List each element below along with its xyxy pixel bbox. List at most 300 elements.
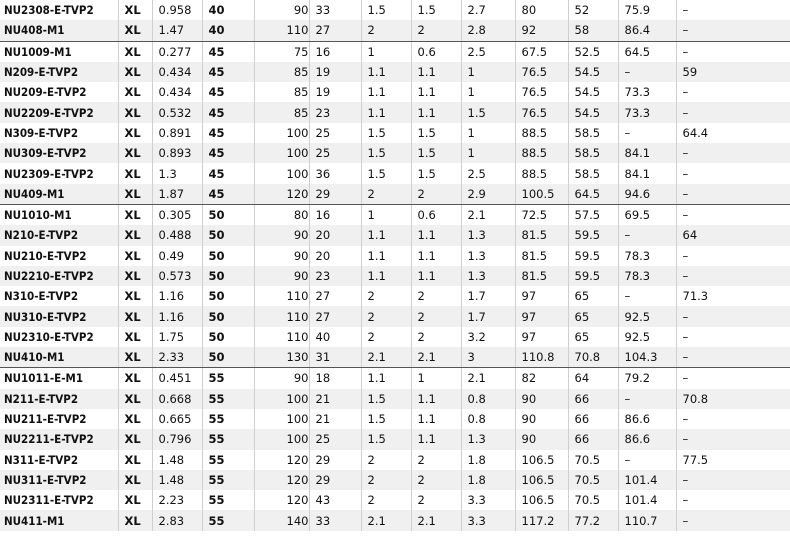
e1-cell: – bbox=[676, 184, 790, 205]
s-cell: 1.8 bbox=[461, 450, 515, 470]
outer-d-cell: 100 bbox=[254, 429, 309, 449]
mass-cell: 0.665 bbox=[152, 409, 202, 429]
e1-cell: – bbox=[676, 0, 790, 20]
r1-min-cell: 2.1 bbox=[411, 347, 461, 368]
r1-min-cell: 1.5 bbox=[411, 0, 461, 20]
r1-min-cell: 2 bbox=[411, 450, 461, 470]
mass-cell: 2.33 bbox=[152, 347, 202, 368]
mass-cell: 1.16 bbox=[152, 306, 202, 326]
outer-d-cell: 85 bbox=[254, 62, 309, 82]
mass-cell: 1.47 bbox=[152, 20, 202, 41]
outer-d-cell: 100 bbox=[254, 163, 309, 183]
e-cell: 100.5 bbox=[515, 184, 568, 205]
bore-d-cell: 50 bbox=[202, 306, 254, 326]
d1-cell: – bbox=[618, 286, 676, 306]
r1-min-cell: 1.1 bbox=[411, 225, 461, 245]
table-row bbox=[0, 143, 790, 163]
series-cell: XL bbox=[118, 510, 152, 530]
r-min-cell: 1.5 bbox=[361, 123, 411, 143]
outer-d-cell: 110 bbox=[254, 20, 309, 41]
e1-cell: – bbox=[676, 490, 790, 510]
outer-d-cell: 75 bbox=[254, 41, 309, 62]
width-b-cell: 16 bbox=[309, 204, 361, 225]
r-min-cell: 1.5 bbox=[361, 0, 411, 20]
outer-d-cell: 120 bbox=[254, 450, 309, 470]
e-cell: 97 bbox=[515, 327, 568, 347]
s-cell: 2.8 bbox=[461, 20, 515, 41]
width-b-cell: 19 bbox=[309, 62, 361, 82]
bore-d-cell: 50 bbox=[202, 204, 254, 225]
mass-cell: 1.87 bbox=[152, 184, 202, 205]
table-row bbox=[0, 389, 790, 409]
s-cell: 2.9 bbox=[461, 184, 515, 205]
e-cell: 88.5 bbox=[515, 163, 568, 183]
e1-cell: – bbox=[676, 409, 790, 429]
f-cell: 58.5 bbox=[568, 123, 618, 143]
bore-d-cell: 50 bbox=[202, 266, 254, 286]
r-min-cell: 2.1 bbox=[361, 510, 411, 530]
r-min-cell: 1 bbox=[361, 204, 411, 225]
designation-cell: N311-E-TVP2 bbox=[0, 450, 118, 470]
d1-cell: 75.9 bbox=[618, 0, 676, 20]
outer-d-cell: 90 bbox=[254, 266, 309, 286]
width-b-cell: 16 bbox=[309, 41, 361, 62]
designation-cell: N310-E-TVP2 bbox=[0, 286, 118, 306]
series-cell: XL bbox=[118, 225, 152, 245]
e1-cell: – bbox=[676, 246, 790, 266]
r1-min-cell: 1.5 bbox=[411, 163, 461, 183]
bore-d-cell: 45 bbox=[202, 62, 254, 82]
designation-cell: NU310-E-TVP2 bbox=[0, 306, 118, 326]
e1-cell: – bbox=[676, 368, 790, 389]
designation-cell: NU2309-E-TVP2 bbox=[0, 163, 118, 183]
bore-d-cell: 55 bbox=[202, 409, 254, 429]
bore-d-cell: 45 bbox=[202, 143, 254, 163]
designation-cell: NU1010-M1 bbox=[0, 204, 118, 225]
r-min-cell: 1.1 bbox=[361, 102, 411, 122]
designation-cell: N211-E-TVP2 bbox=[0, 389, 118, 409]
mass-cell: 2.83 bbox=[152, 510, 202, 530]
d1-cell: 78.3 bbox=[618, 246, 676, 266]
e-cell: 76.5 bbox=[515, 102, 568, 122]
e-cell: 90 bbox=[515, 409, 568, 429]
mass-cell: 0.277 bbox=[152, 41, 202, 62]
outer-d-cell: 90 bbox=[254, 368, 309, 389]
bore-d-cell: 45 bbox=[202, 184, 254, 205]
e1-cell: – bbox=[676, 102, 790, 122]
e-cell: 81.5 bbox=[515, 225, 568, 245]
series-cell: XL bbox=[118, 163, 152, 183]
designation-cell: NU2211-E-TVP2 bbox=[0, 429, 118, 449]
e-cell: 88.5 bbox=[515, 123, 568, 143]
outer-d-cell: 100 bbox=[254, 143, 309, 163]
r-min-cell: 2 bbox=[361, 450, 411, 470]
r1-min-cell: 0.6 bbox=[411, 204, 461, 225]
s-cell: 1 bbox=[461, 143, 515, 163]
mass-cell: 0.49 bbox=[152, 246, 202, 266]
r1-min-cell: 1.1 bbox=[411, 62, 461, 82]
outer-d-cell: 90 bbox=[254, 246, 309, 266]
bore-d-cell: 50 bbox=[202, 286, 254, 306]
width-b-cell: 19 bbox=[309, 82, 361, 102]
s-cell: 3.3 bbox=[461, 510, 515, 530]
r-min-cell: 1.1 bbox=[361, 246, 411, 266]
f-cell: 54.5 bbox=[568, 62, 618, 82]
table-row bbox=[0, 306, 790, 326]
series-cell: XL bbox=[118, 102, 152, 122]
mass-cell: 0.668 bbox=[152, 389, 202, 409]
outer-d-cell: 120 bbox=[254, 490, 309, 510]
series-cell: XL bbox=[118, 368, 152, 389]
e1-cell: – bbox=[676, 327, 790, 347]
f-cell: 66 bbox=[568, 389, 618, 409]
s-cell: 0.8 bbox=[461, 389, 515, 409]
bore-d-cell: 50 bbox=[202, 327, 254, 347]
table-row bbox=[0, 490, 790, 510]
outer-d-cell: 110 bbox=[254, 286, 309, 306]
r1-min-cell: 2 bbox=[411, 327, 461, 347]
e-cell: 76.5 bbox=[515, 62, 568, 82]
bore-d-cell: 50 bbox=[202, 347, 254, 368]
outer-d-cell: 110 bbox=[254, 327, 309, 347]
f-cell: 65 bbox=[568, 327, 618, 347]
s-cell: 1.3 bbox=[461, 266, 515, 286]
series-cell: XL bbox=[118, 286, 152, 306]
mass-cell: 0.305 bbox=[152, 204, 202, 225]
s-cell: 1 bbox=[461, 82, 515, 102]
r1-min-cell: 2 bbox=[411, 306, 461, 326]
e1-cell: – bbox=[676, 204, 790, 225]
mass-cell: 1.3 bbox=[152, 163, 202, 183]
e1-cell: – bbox=[676, 41, 790, 62]
outer-d-cell: 110 bbox=[254, 306, 309, 326]
r-min-cell: 1.1 bbox=[361, 266, 411, 286]
designation-cell: NU209-E-TVP2 bbox=[0, 82, 118, 102]
r1-min-cell: 2 bbox=[411, 470, 461, 490]
series-cell: XL bbox=[118, 62, 152, 82]
d1-cell: 101.4 bbox=[618, 490, 676, 510]
s-cell: 2.1 bbox=[461, 368, 515, 389]
designation-cell: NU408-M1 bbox=[0, 20, 118, 41]
series-cell: XL bbox=[118, 123, 152, 143]
series-cell: XL bbox=[118, 470, 152, 490]
outer-d-cell: 120 bbox=[254, 184, 309, 205]
table-row bbox=[0, 266, 790, 286]
r-min-cell: 2 bbox=[361, 490, 411, 510]
series-cell: XL bbox=[118, 490, 152, 510]
d1-cell: 69.5 bbox=[618, 204, 676, 225]
width-b-cell: 25 bbox=[309, 429, 361, 449]
bore-d-cell: 55 bbox=[202, 429, 254, 449]
s-cell: 2.5 bbox=[461, 163, 515, 183]
e-cell: 117.2 bbox=[515, 510, 568, 530]
width-b-cell: 20 bbox=[309, 246, 361, 266]
width-b-cell: 21 bbox=[309, 409, 361, 429]
mass-cell: 0.891 bbox=[152, 123, 202, 143]
designation-cell: NU2310-E-TVP2 bbox=[0, 327, 118, 347]
r1-min-cell: 1.1 bbox=[411, 429, 461, 449]
table-row bbox=[0, 41, 790, 62]
table-row bbox=[0, 123, 790, 143]
s-cell: 1.7 bbox=[461, 306, 515, 326]
d1-cell: 92.5 bbox=[618, 327, 676, 347]
d1-cell: 73.3 bbox=[618, 82, 676, 102]
series-cell: XL bbox=[118, 327, 152, 347]
s-cell: 1.3 bbox=[461, 225, 515, 245]
width-b-cell: 25 bbox=[309, 123, 361, 143]
designation-cell: NU2209-E-TVP2 bbox=[0, 102, 118, 122]
width-b-cell: 29 bbox=[309, 470, 361, 490]
d1-cell: – bbox=[618, 450, 676, 470]
f-cell: 70.5 bbox=[568, 450, 618, 470]
f-cell: 54.5 bbox=[568, 82, 618, 102]
d1-cell: 84.1 bbox=[618, 163, 676, 183]
d1-cell: 78.3 bbox=[618, 266, 676, 286]
mass-cell: 1.48 bbox=[152, 450, 202, 470]
mass-cell: 0.532 bbox=[152, 102, 202, 122]
series-cell: XL bbox=[118, 450, 152, 470]
e-cell: 97 bbox=[515, 306, 568, 326]
bore-d-cell: 45 bbox=[202, 102, 254, 122]
r-min-cell: 1.5 bbox=[361, 143, 411, 163]
e1-cell: 64.4 bbox=[676, 123, 790, 143]
e1-cell: – bbox=[676, 20, 790, 41]
s-cell: 1 bbox=[461, 123, 515, 143]
mass-cell: 1.75 bbox=[152, 327, 202, 347]
bore-d-cell: 40 bbox=[202, 20, 254, 41]
bore-d-cell: 40 bbox=[202, 0, 254, 20]
f-cell: 65 bbox=[568, 286, 618, 306]
f-cell: 59.5 bbox=[568, 246, 618, 266]
series-cell: XL bbox=[118, 184, 152, 205]
d1-cell: – bbox=[618, 62, 676, 82]
f-cell: 65 bbox=[568, 306, 618, 326]
d1-cell: – bbox=[618, 389, 676, 409]
s-cell: 1.7 bbox=[461, 286, 515, 306]
width-b-cell: 43 bbox=[309, 490, 361, 510]
r-min-cell: 1.5 bbox=[361, 429, 411, 449]
r-min-cell: 2 bbox=[361, 184, 411, 205]
table-row bbox=[0, 20, 790, 41]
width-b-cell: 31 bbox=[309, 347, 361, 368]
series-cell: XL bbox=[118, 266, 152, 286]
s-cell: 1.5 bbox=[461, 102, 515, 122]
bore-d-cell: 55 bbox=[202, 470, 254, 490]
designation-cell: N209-E-TVP2 bbox=[0, 62, 118, 82]
mass-cell: 0.893 bbox=[152, 143, 202, 163]
e-cell: 110.8 bbox=[515, 347, 568, 368]
d1-cell: 86.6 bbox=[618, 409, 676, 429]
e-cell: 80 bbox=[515, 0, 568, 20]
f-cell: 66 bbox=[568, 409, 618, 429]
table-row bbox=[0, 62, 790, 82]
mass-cell: 0.488 bbox=[152, 225, 202, 245]
f-cell: 54.5 bbox=[568, 102, 618, 122]
r-min-cell: 1.1 bbox=[361, 225, 411, 245]
outer-d-cell: 85 bbox=[254, 102, 309, 122]
s-cell: 0.8 bbox=[461, 409, 515, 429]
r1-min-cell: 1.1 bbox=[411, 102, 461, 122]
table-row bbox=[0, 184, 790, 205]
table-row bbox=[0, 429, 790, 449]
f-cell: 64.5 bbox=[568, 184, 618, 205]
f-cell: 77.2 bbox=[568, 510, 618, 530]
mass-cell: 0.796 bbox=[152, 429, 202, 449]
width-b-cell: 21 bbox=[309, 389, 361, 409]
e1-cell: 64 bbox=[676, 225, 790, 245]
r-min-cell: 1.5 bbox=[361, 409, 411, 429]
width-b-cell: 27 bbox=[309, 306, 361, 326]
outer-d-cell: 130 bbox=[254, 347, 309, 368]
e-cell: 106.5 bbox=[515, 450, 568, 470]
series-cell: XL bbox=[118, 41, 152, 62]
f-cell: 70.5 bbox=[568, 490, 618, 510]
table-row bbox=[0, 368, 790, 389]
s-cell: 3.2 bbox=[461, 327, 515, 347]
table-row bbox=[0, 470, 790, 490]
e-cell: 106.5 bbox=[515, 490, 568, 510]
r1-min-cell: 1.5 bbox=[411, 123, 461, 143]
width-b-cell: 27 bbox=[309, 20, 361, 41]
r1-min-cell: 1.1 bbox=[411, 266, 461, 286]
e-cell: 92 bbox=[515, 20, 568, 41]
table-row bbox=[0, 82, 790, 102]
bore-d-cell: 50 bbox=[202, 225, 254, 245]
width-b-cell: 29 bbox=[309, 450, 361, 470]
d1-cell: 104.3 bbox=[618, 347, 676, 368]
d1-cell: – bbox=[618, 123, 676, 143]
bore-d-cell: 45 bbox=[202, 82, 254, 102]
table-row bbox=[0, 163, 790, 183]
width-b-cell: 23 bbox=[309, 266, 361, 286]
e1-cell: 70.8 bbox=[676, 389, 790, 409]
outer-d-cell: 85 bbox=[254, 82, 309, 102]
designation-cell: NU2311-E-TVP2 bbox=[0, 490, 118, 510]
e1-cell: – bbox=[676, 470, 790, 490]
s-cell: 1 bbox=[461, 62, 515, 82]
r-min-cell: 2 bbox=[361, 470, 411, 490]
table-row bbox=[0, 246, 790, 266]
d1-cell: 64.5 bbox=[618, 41, 676, 62]
designation-cell: N309-E-TVP2 bbox=[0, 123, 118, 143]
r-min-cell: 1.5 bbox=[361, 163, 411, 183]
table-row bbox=[0, 286, 790, 306]
series-cell: XL bbox=[118, 389, 152, 409]
designation-cell: NU1009-M1 bbox=[0, 41, 118, 62]
designation-cell: NU1011-E-M1 bbox=[0, 368, 118, 389]
mass-cell: 0.451 bbox=[152, 368, 202, 389]
mass-cell: 0.434 bbox=[152, 62, 202, 82]
r1-min-cell: 2.1 bbox=[411, 510, 461, 530]
s-cell: 1.8 bbox=[461, 470, 515, 490]
e-cell: 88.5 bbox=[515, 143, 568, 163]
designation-cell: NU409-M1 bbox=[0, 184, 118, 205]
designation-cell: NU2210-E-TVP2 bbox=[0, 266, 118, 286]
s-cell: 2.1 bbox=[461, 204, 515, 225]
r-min-cell: 2 bbox=[361, 20, 411, 41]
designation-cell: NU410-M1 bbox=[0, 347, 118, 368]
s-cell: 2.5 bbox=[461, 41, 515, 62]
series-cell: XL bbox=[118, 306, 152, 326]
e1-cell: – bbox=[676, 429, 790, 449]
r-min-cell: 1.5 bbox=[361, 389, 411, 409]
f-cell: 70.5 bbox=[568, 470, 618, 490]
d1-cell: – bbox=[618, 225, 676, 245]
e1-cell: – bbox=[676, 163, 790, 183]
r-min-cell: 2.1 bbox=[361, 347, 411, 368]
s-cell: 3.3 bbox=[461, 490, 515, 510]
e-cell: 76.5 bbox=[515, 82, 568, 102]
e-cell: 81.5 bbox=[515, 246, 568, 266]
r1-min-cell: 1 bbox=[411, 368, 461, 389]
series-cell: XL bbox=[118, 143, 152, 163]
f-cell: 52 bbox=[568, 0, 618, 20]
width-b-cell: 25 bbox=[309, 143, 361, 163]
mass-cell: 0.573 bbox=[152, 266, 202, 286]
bore-d-cell: 50 bbox=[202, 246, 254, 266]
table-row bbox=[0, 204, 790, 225]
e1-cell: – bbox=[676, 143, 790, 163]
f-cell: 58.5 bbox=[568, 163, 618, 183]
s-cell: 1.3 bbox=[461, 429, 515, 449]
d1-cell: 86.6 bbox=[618, 429, 676, 449]
r-min-cell: 1 bbox=[361, 41, 411, 62]
bore-d-cell: 55 bbox=[202, 450, 254, 470]
table-row bbox=[0, 409, 790, 429]
r-min-cell: 1.1 bbox=[361, 368, 411, 389]
e-cell: 97 bbox=[515, 286, 568, 306]
width-b-cell: 27 bbox=[309, 286, 361, 306]
e1-cell: 71.3 bbox=[676, 286, 790, 306]
width-b-cell: 20 bbox=[309, 225, 361, 245]
s-cell: 2.7 bbox=[461, 0, 515, 20]
designation-cell: NU411-M1 bbox=[0, 510, 118, 530]
f-cell: 59.5 bbox=[568, 266, 618, 286]
table-row bbox=[0, 225, 790, 245]
r1-min-cell: 1.5 bbox=[411, 143, 461, 163]
d1-cell: 110.7 bbox=[618, 510, 676, 530]
f-cell: 57.5 bbox=[568, 204, 618, 225]
r1-min-cell: 0.6 bbox=[411, 41, 461, 62]
bore-d-cell: 45 bbox=[202, 41, 254, 62]
bore-d-cell: 45 bbox=[202, 163, 254, 183]
e-cell: 90 bbox=[515, 389, 568, 409]
series-cell: XL bbox=[118, 20, 152, 41]
r1-min-cell: 2 bbox=[411, 490, 461, 510]
e1-cell: – bbox=[676, 82, 790, 102]
table-row bbox=[0, 347, 790, 368]
e1-cell: 59 bbox=[676, 62, 790, 82]
series-cell: XL bbox=[118, 409, 152, 429]
r1-min-cell: 2 bbox=[411, 184, 461, 205]
outer-d-cell: 100 bbox=[254, 123, 309, 143]
outer-d-cell: 90 bbox=[254, 225, 309, 245]
r-min-cell: 1.1 bbox=[361, 82, 411, 102]
s-cell: 3 bbox=[461, 347, 515, 368]
bore-d-cell: 55 bbox=[202, 389, 254, 409]
mass-cell: 2.23 bbox=[152, 490, 202, 510]
e1-cell: – bbox=[676, 266, 790, 286]
f-cell: 52.5 bbox=[568, 41, 618, 62]
f-cell: 58.5 bbox=[568, 143, 618, 163]
r1-min-cell: 1.1 bbox=[411, 409, 461, 429]
f-cell: 59.5 bbox=[568, 225, 618, 245]
table-row bbox=[0, 510, 790, 530]
width-b-cell: 36 bbox=[309, 163, 361, 183]
e-cell: 81.5 bbox=[515, 266, 568, 286]
outer-d-cell: 90 bbox=[254, 0, 309, 20]
outer-d-cell: 100 bbox=[254, 409, 309, 429]
